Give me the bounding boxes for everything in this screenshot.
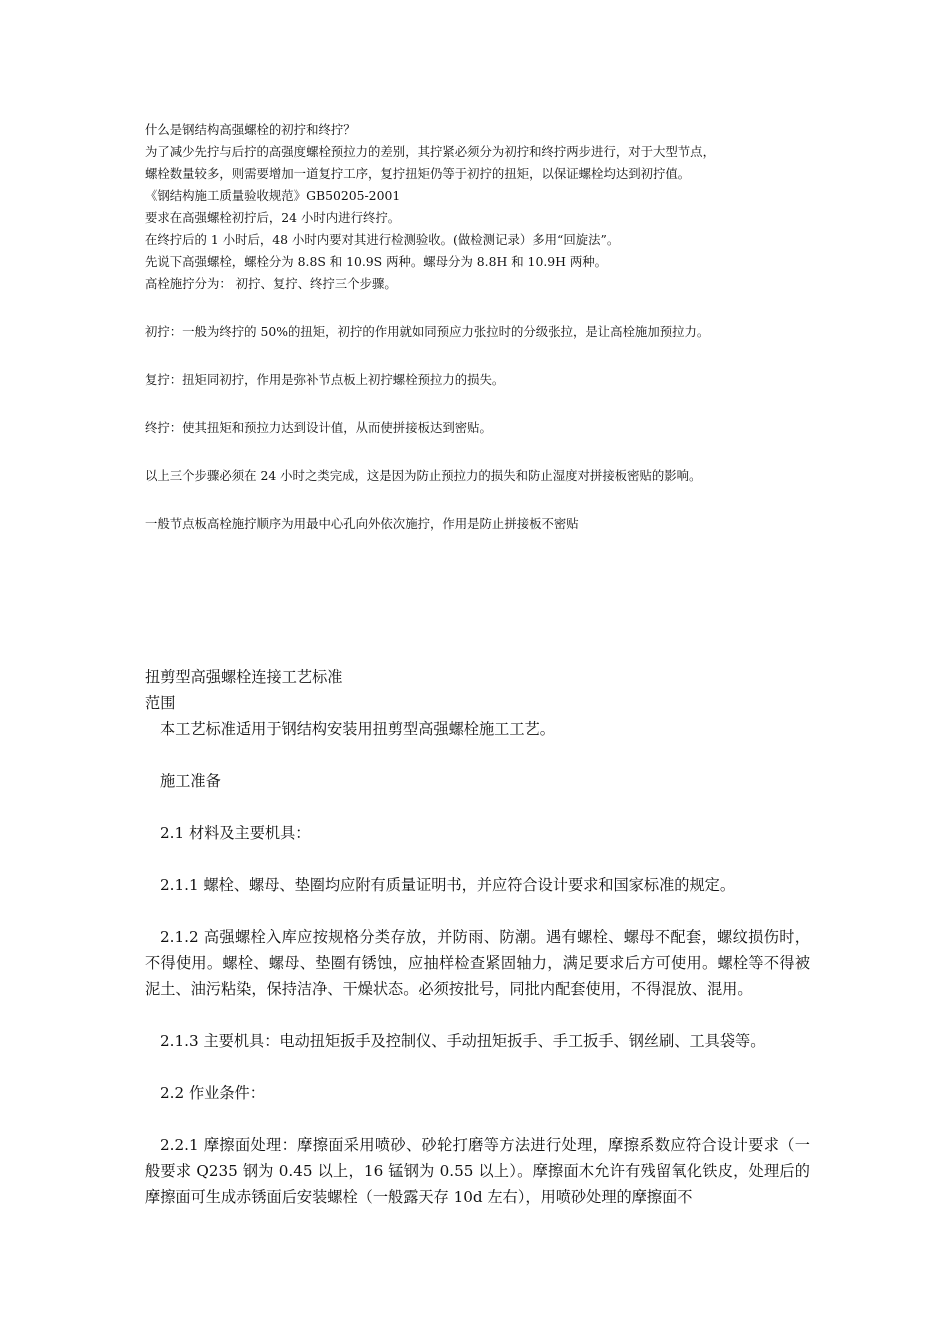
prep-heading: 施工准备 [160,772,221,790]
faq-answer-line-1: 为了减少先拧与后拧的高强度螺栓预拉力的差别，其拧紧必须分为初拧和终拧两步进行，对于大型节点， [145,144,715,159]
scope-text: 本工艺标准适用于钢结构安装用扭剪型高强螺栓施工工艺。 [160,720,555,738]
final-tightening: 终拧：使其扭矩和预拉力达到设计值，从而使拼接板达到密贴。 [145,420,492,435]
section-2-2: 2.2 作业条件： [160,1084,265,1102]
faq-question: 什么是钢结构高强螺栓的初拧和终拧？ [145,122,356,137]
re-tightening: 复拧：扭矩同初拧，作用是弥补节点板上初拧螺栓预拉力的损失。 [145,372,505,387]
section-2-1-2: 2.1.2 高强螺栓入库应按规格分类存放，并防雨、防潮。遇有螺栓、螺母不配套，螺纹损伤时，不得使用。螺栓、螺母、垫圈有锈蚀，应抽样检查紧固轴力，满足要求后方可使用。螺栓等不得被泥土、油污粘染，保持洁净、干燥状态。必须按批号，同批内配套使用，不得混放、混用。 [145,928,810,998]
section-2-2-1: 2.2.1 摩擦面处理：摩擦面采用喷砂、砂轮打磨等方法进行处理，摩擦系数应符合设计要求（一般要求 Q235 钢为 0.45 以上，16 锰钢为 0.55 以上）。摩擦面木允许有残留氧化铁皮，处理后的摩擦面可生成赤锈面后安装螺栓（一般露天存 10d 左右），用喷砂处理的摩擦面不 [145,1136,810,1206]
initial-tightening: 初拧：一般为终拧的 50%的扭矩，初拧的作用就如同预应力张拉时的分级张拉，是让高栓施加预拉力。 [145,324,710,339]
tightening-order-note: 一般节点板高栓施拧顺序为用最中心孔向外依次施拧，作用是防止拼接板不密贴 [145,516,579,531]
faq-answer-line-2: 螺栓数量较多，则需要增加一道复拧工序，复拧扭矩仍等于初拧的扭矩，以保证螺栓均达到初拧值。 [145,166,691,181]
standard-section [145,664,810,1210]
section-2-1-3: 2.1.3 主要机具：电动扭矩扳手及控制仪、手动扭矩扳手、手工扳手、钢丝刷、工具袋等。 [160,1032,766,1050]
scope-heading: 范围 [145,694,176,712]
within-24h-note: 以上三个步骤必须在 24 小时之类完成，这是因为防止预拉力的损失和防止湿度对拼接板密贴的影响。 [145,468,702,483]
requirement-24h: 要求在高强螺栓初拧后，24 小时内进行终拧。 [145,210,401,225]
bolt-grades: 先说下高强螺栓，螺栓分为 8.8S 和 10.9S 两种。螺母分为 8.8H 和 10.9H 两种。 [145,254,608,269]
tightening-steps: 高栓施拧分为： 初拧、复拧、终拧三个步骤。 [145,276,397,291]
section-2-1: 2.1 材料及主要机具： [160,824,311,842]
code-reference: 《钢结构施工质量验收规范》GB50205-2001 [145,188,401,203]
faq-section [145,119,810,535]
inspection-48h: 在终拧后的 1 小时后，48 小时内要对其进行检测验收。(做检测记录）多用“回旋法”。 [145,232,620,247]
standard-title: 扭剪型高强螺栓连接工艺标准 [145,668,343,686]
section-2-1-1: 2.1.1 螺栓、螺母、垫圈均应附有质量证明书，并应符合设计要求和国家标准的规定。 [160,876,736,894]
